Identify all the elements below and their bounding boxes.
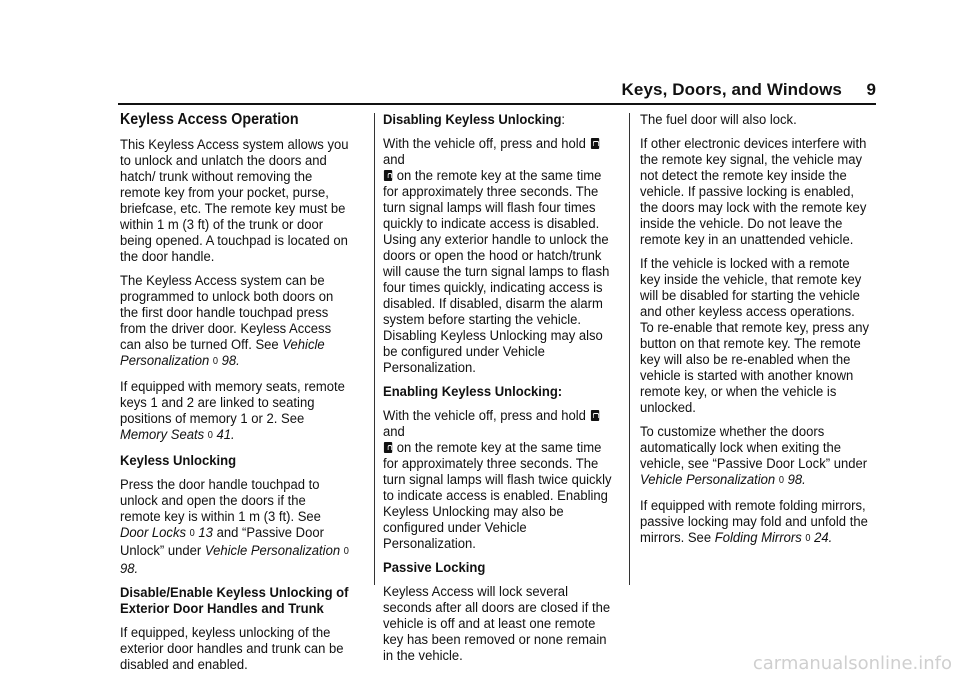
header-rule — [118, 103, 876, 105]
page-header-title: Keys, Doors, and Windows — [621, 80, 842, 99]
trunk-icon — [384, 442, 392, 453]
page-ref-icon: 0 — [805, 533, 811, 544]
paragraph: This Keyless Access system allows you to unlock and unlatch the doors and hatch/ trunk without removing the remote key from your pocket, purse, briefcase, etc. The remote key must be within 1 m (3 ft) of the trunk or door being opened. A touchpad is located on the door handle. — [120, 137, 349, 265]
column-divider-2 — [629, 113, 630, 585]
page-ref-number[interactable]: 98. — [120, 561, 139, 577]
paragraph: If equipped with remote folding mirrors, passive locking may fold and unfold the mirrors. See Folding Mirrors 0 24. — [640, 498, 868, 546]
subheading: Keyless Unlocking — [120, 453, 237, 469]
lock-icon — [590, 410, 598, 421]
cross-reference-link[interactable]: Vehicle Personalization — [204, 543, 341, 559]
subheading: Enabling Keyless Unlocking: — [383, 384, 563, 400]
trunk-icon — [384, 170, 392, 181]
paragraph: If the vehicle is locked with a remote key inside the vehicle, that remote key will be disabled for starting the vehicle and other keyless access operations. To re-enable that remote key, press any button on that remote key. The remote key will also be re-enabled when the vehicle is started with another known remote key, or when the vehicle is unlocked. — [640, 256, 870, 416]
paragraph: With the vehicle off, press and hold and on the remote key at the same time for approximately three seconds. The turn signal lamps will flash four times quickly to indicate access is disabled. Using any exterior handle to unlock the doors or open the hood or hatch/trunk will cause the turn signal lamps to flash four times quickly, indicating access is disabled. If disabled, disarm the alarm system before starting the vehicle. Disabling Keyless Unlocking may also be configured under Vehicle Personalization. — [383, 136, 610, 376]
page-ref-number[interactable]: 98. — [221, 353, 240, 369]
paragraph: The fuel door will also lock. — [640, 112, 797, 128]
column-3 — [640, 112, 872, 556]
column-1 — [120, 112, 350, 681]
page-ref-number[interactable]: 98. — [787, 472, 806, 488]
page-ref-number[interactable]: 24. — [814, 530, 833, 546]
page-ref-icon: 0 — [207, 430, 213, 441]
page-number: 9 — [866, 80, 876, 99]
page-ref-icon: 0 — [212, 356, 219, 367]
page-ref-icon: 0 — [343, 546, 349, 557]
cross-reference-link[interactable]: Door Locks — [120, 525, 187, 541]
paragraph: If equipped with memory seats, remote keys 1 and 2 are linked to seating positions of memory 1 or 2. See Memory Seats 0 41. — [120, 379, 345, 443]
subheading: Disabling Keyless Unlocking: — [383, 112, 566, 128]
paragraph: With the vehicle off, press and hold and on the remote key at the same time for approximately three seconds. The turn signal lamps will flash twice quickly to indicate access is enabled. Enabling Keyless Unlocking may also be configured under Vehicle Personalization. — [383, 408, 612, 552]
column-2 — [383, 112, 615, 672]
page-ref-number[interactable]: 41. — [216, 427, 235, 443]
subheading: Passive Locking — [383, 560, 486, 576]
paragraph: Keyless Access will lock several seconds after all doors are closed if the vehicle is off and at least one remote key has been removed or none remain in the vehicle. — [383, 584, 611, 664]
column-divider-1 — [374, 113, 375, 585]
lock-icon — [590, 138, 598, 149]
cross-reference-link[interactable]: Folding Mirrors — [714, 530, 802, 546]
cross-reference-link[interactable]: Memory Seats — [120, 427, 205, 443]
paragraph: If other electronic devices interfere with the remote key signal, the vehicle may not detect the remote key inside the vehicle. If passive locking is enabled, the doors may lock with the remote key inside the vehicle. Do not leave the remote key in an unattended vehicle. — [640, 136, 867, 248]
subheading: Disable/Enable Keyless Unlocking of Exterior Door Handles and Trunk — [120, 585, 349, 617]
paragraph: To customize whether the doors automatically lock when exiting the vehicle, see “Passive Door Lock” under Vehicle Personalization 0 98. — [640, 424, 868, 488]
page-ref-icon: 0 — [189, 528, 195, 539]
paragraph: The Keyless Access system can be programmed to unlock both doors on the first door handle touchpad press from the driver door. Keyless Access can also be turned Off. See Vehicle Personalization 0 98. — [120, 273, 334, 369]
page-ref-icon: 0 — [778, 475, 784, 486]
watermark: carmanualsonline.info — [752, 653, 952, 674]
paragraph: Press the door handle touchpad to unlock and open the doors if the remote key is within 1 m (3 ft). See Door Locks 0 13 and “Passive Door Unlock” under Vehicle Personalization 0 98. — [120, 477, 349, 577]
cross-reference-link[interactable]: Vehicle Personalization — [640, 472, 776, 488]
page-ref-number[interactable]: 13 — [198, 525, 213, 541]
paragraph: If equipped, keyless unlocking of the exterior door handles and trunk can be disabled and enabled. — [120, 625, 344, 673]
section-heading: Keyless Access Operation — [120, 111, 299, 128]
cross-reference-link[interactable]: Vehicle Personalization — [120, 337, 325, 369]
